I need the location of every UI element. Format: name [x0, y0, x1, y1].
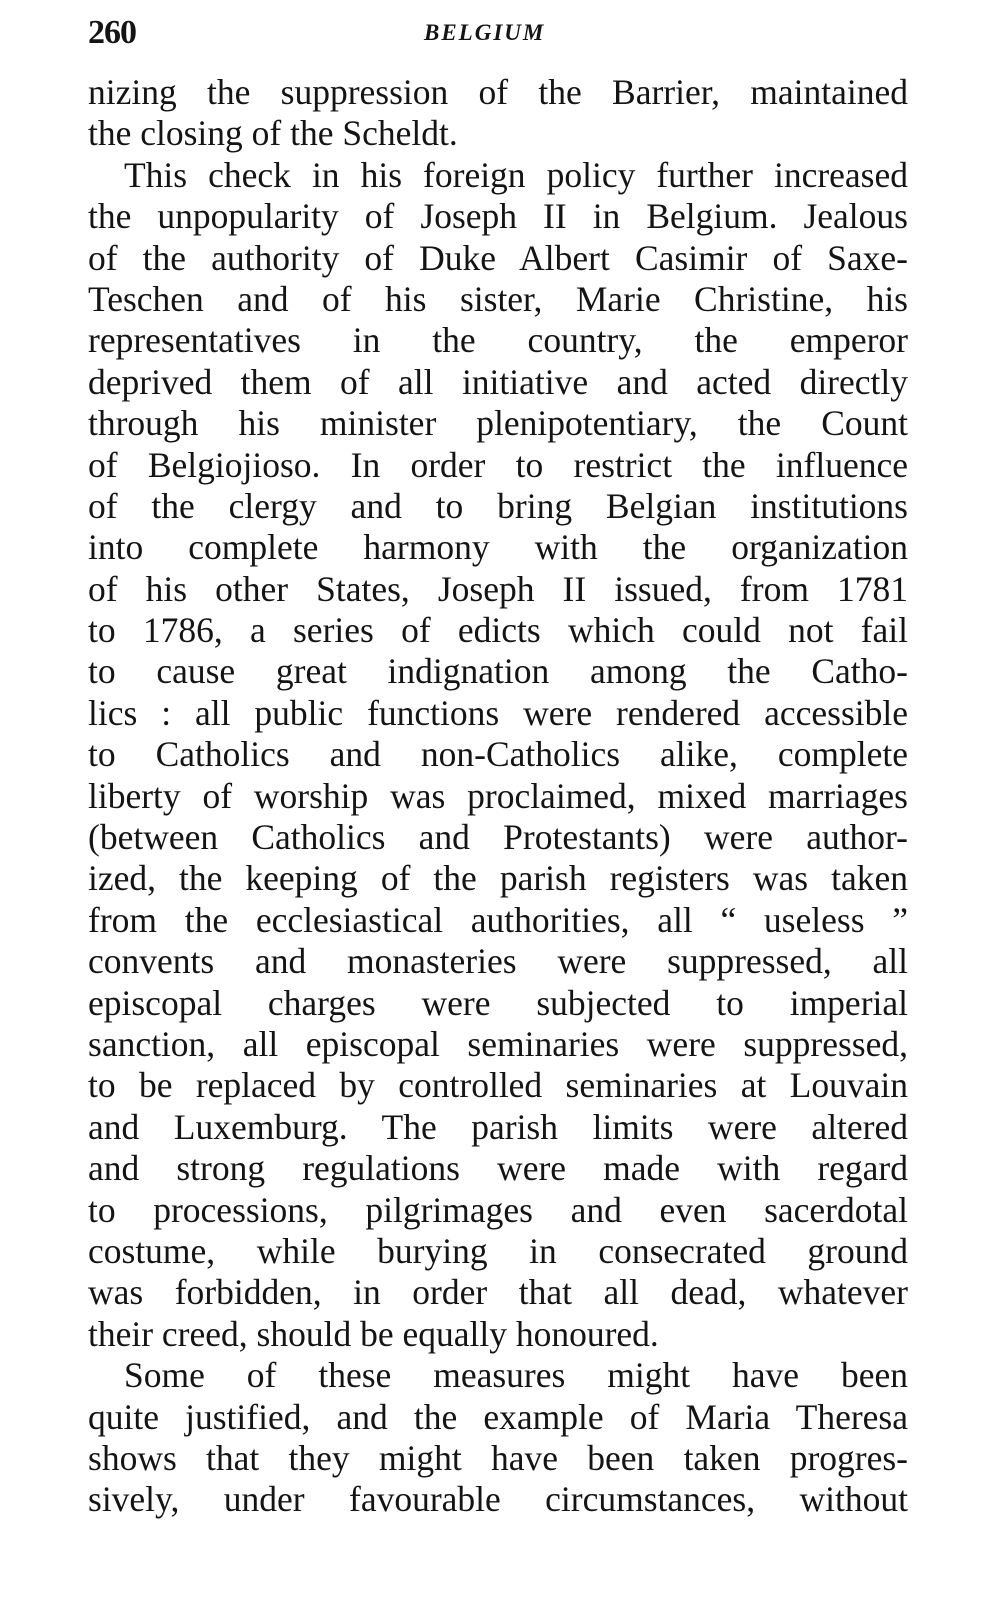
running-head [88, 8, 908, 58]
text-line: was forbidden, in order that all dead, whatever [88, 1272, 908, 1313]
text-line: to be replaced by controlled seminaries at Louvain [88, 1065, 908, 1106]
paragraph [88, 155, 908, 1355]
paragraph [88, 1355, 908, 1521]
text-line: convents and monasteries were suppressed, all [88, 941, 908, 982]
text-line: through his minister plenipotentiary, the Count [88, 403, 908, 444]
text-line: Teschen and of his sister, Marie Christine, his [88, 278, 908, 319]
text-line: from the ecclesiastical authorities, all “ useless ” [88, 899, 908, 940]
text-line: sively, under favourable circumstances, without [88, 1479, 908, 1520]
text-line: the unpopularity of Joseph II in Belgium. Jealous [88, 196, 908, 237]
text-line: of his other States, Joseph II issued, from 1781 [88, 568, 908, 609]
text-line: This check in his foreign policy further increased [124, 154, 908, 195]
text-line: of Belgiojioso. In order to restrict the influence [88, 444, 908, 485]
text-line: the closing of the Scheldt. [88, 113, 458, 154]
text-line: Some of these measures might have been [124, 1355, 908, 1396]
page-number: 260 [88, 14, 136, 51]
text-line: sanction, all episcopal seminaries were suppressed, [88, 1023, 908, 1064]
running-title: BELGIUM [424, 20, 546, 45]
text-line: of the clergy and to bring Belgian institutions [88, 485, 908, 526]
text-line: their creed, should be equally honoured. [88, 1313, 659, 1354]
text-line: to Catholics and non-Catholics alike, complete [88, 734, 908, 775]
text-line: of the authority of Duke Albert Casimir of Saxe- [88, 237, 908, 278]
text-line: (between Catholics and Protestants) were author- [88, 817, 908, 858]
text-line: ized, the keeping of the parish registers was taken [88, 858, 908, 899]
text-line: quite justified, and the example of Maria Theresa [88, 1396, 908, 1437]
text-line: episcopal charges were subjected to imperial [88, 982, 908, 1023]
text-line: and Luxemburg. The parish limits were altered [88, 1106, 908, 1147]
paragraph [88, 72, 908, 155]
text-line: costume, while burying in consecrated ground [88, 1230, 908, 1271]
text-line: lics : all public functions were rendered accessible [88, 692, 908, 733]
text-line: to cause great indignation among the Catho- [88, 651, 908, 692]
text-line: nizing the suppression of the Barrier, maintained [88, 72, 908, 112]
text-line: into complete harmony with the organization [88, 527, 908, 568]
text-line: shows that they might have been taken progres- [88, 1437, 908, 1478]
text-line: to 1786, a series of edicts which could not fail [88, 610, 908, 651]
text-line: representatives in the country, the emperor [88, 320, 908, 361]
text-line: to processions, pilgrimages and even sacerdotal [88, 1189, 908, 1230]
text-line: deprived them of all initiative and acted directly [88, 361, 908, 402]
text-line: liberty of worship was proclaimed, mixed marriages [88, 775, 908, 816]
body-text [88, 72, 908, 1521]
text-line: and strong regulations were made with regard [88, 1148, 908, 1189]
